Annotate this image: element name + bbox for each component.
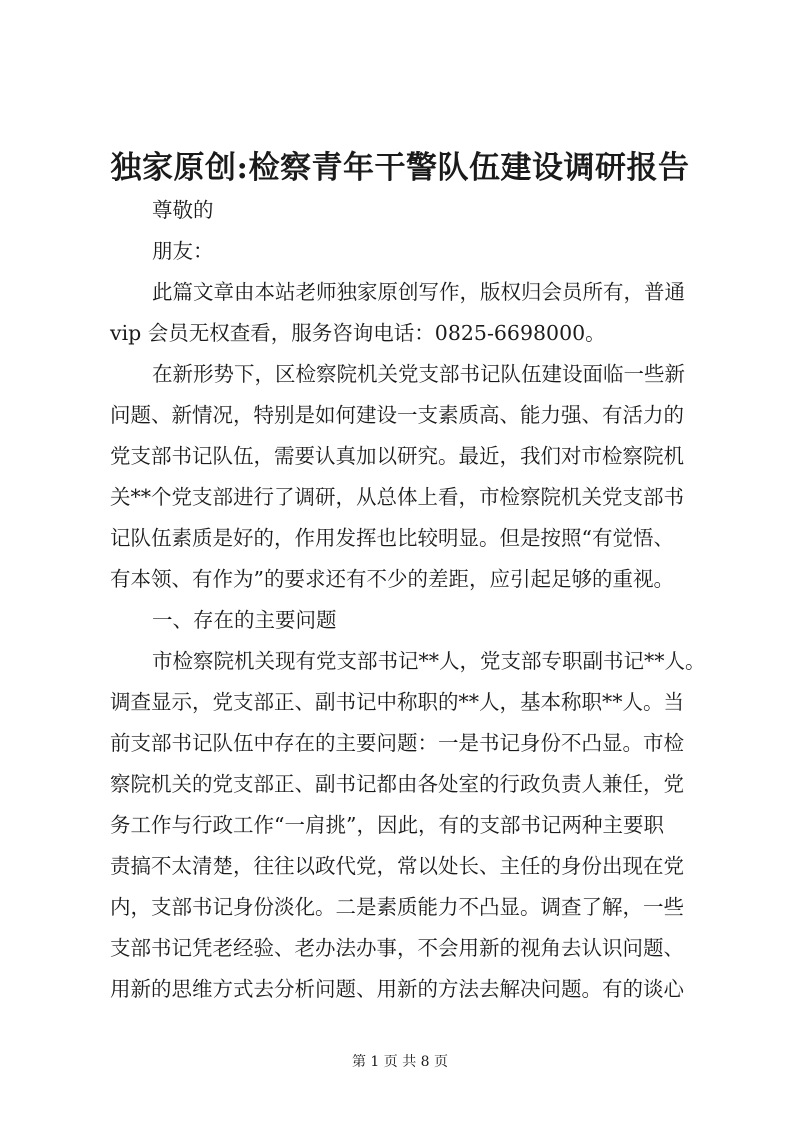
body-line: 问题、新情况，特别是如何建设一支素质高、能力强、有活力的 <box>110 403 684 427</box>
document-body <box>110 190 710 1010</box>
body-line: 在新形势下，区检察院机关党支部书记队伍建设面临一些新 <box>152 362 685 386</box>
body-line: 有本领、有作为”的要求还有不少的差距，应引起足够的重视。 <box>110 567 674 591</box>
body-line: 支部书记凭老经验、老办法办事，不会用新的视角去认识问题、 <box>110 936 684 960</box>
body-line: 调查显示，党支部正、副书记中称职的**人，基本称职**人。当 <box>110 690 684 714</box>
body-line: 关**个党支部进行了调研，从总体上看，市检察院机关党支部书 <box>110 485 684 509</box>
body-line: 记队伍素质是好的，作用发挥也比较明显。但是按照“有觉悟、 <box>110 526 674 550</box>
body-line: 用新的思维方式去分析问题、用新的方法去解决问题。有的谈心 <box>110 977 684 1001</box>
body-line: 察院机关的党支部正、副书记都由各处室的行政负责人兼任，党 <box>110 772 684 796</box>
page-number-footer: 第 1 页 共 8 页 <box>351 1054 449 1070</box>
body-line: 责搞不太清楚，往往以政代党，常以处长、主任的身份出现在党 <box>110 854 684 878</box>
body-line: 朋友： <box>152 239 214 263</box>
document-title: 独家原创:检察青年干警队伍建设调研报告 <box>110 150 690 186</box>
section-heading: 一、存在的主要问题 <box>152 608 337 632</box>
body-line: 务工作与行政工作“一肩挑”，因此，有的支部书记两种主要职 <box>110 813 664 837</box>
body-line: 前支部书记队伍中存在的主要问题：一是书记身份不凸显。市检 <box>110 731 684 755</box>
body-line: 市检察院机关现有党支部书记**人，党支部专职副书记**人。 <box>152 649 706 673</box>
body-line: 党支部书记队伍，需要认真加以研究。最近，我们对市检察院机 <box>110 444 684 468</box>
body-line: 尊敬的 <box>152 198 214 222</box>
body-line: 内，支部书记身份淡化。二是素质能力不凸显。调查了解，一些 <box>110 895 684 919</box>
body-line: vip 会员无权查看，服务咨询电话：0825-6698000。 <box>110 321 606 345</box>
body-line: 此篇文章由本站老师独家原创写作，版权归会员所有，普通 <box>152 280 685 304</box>
